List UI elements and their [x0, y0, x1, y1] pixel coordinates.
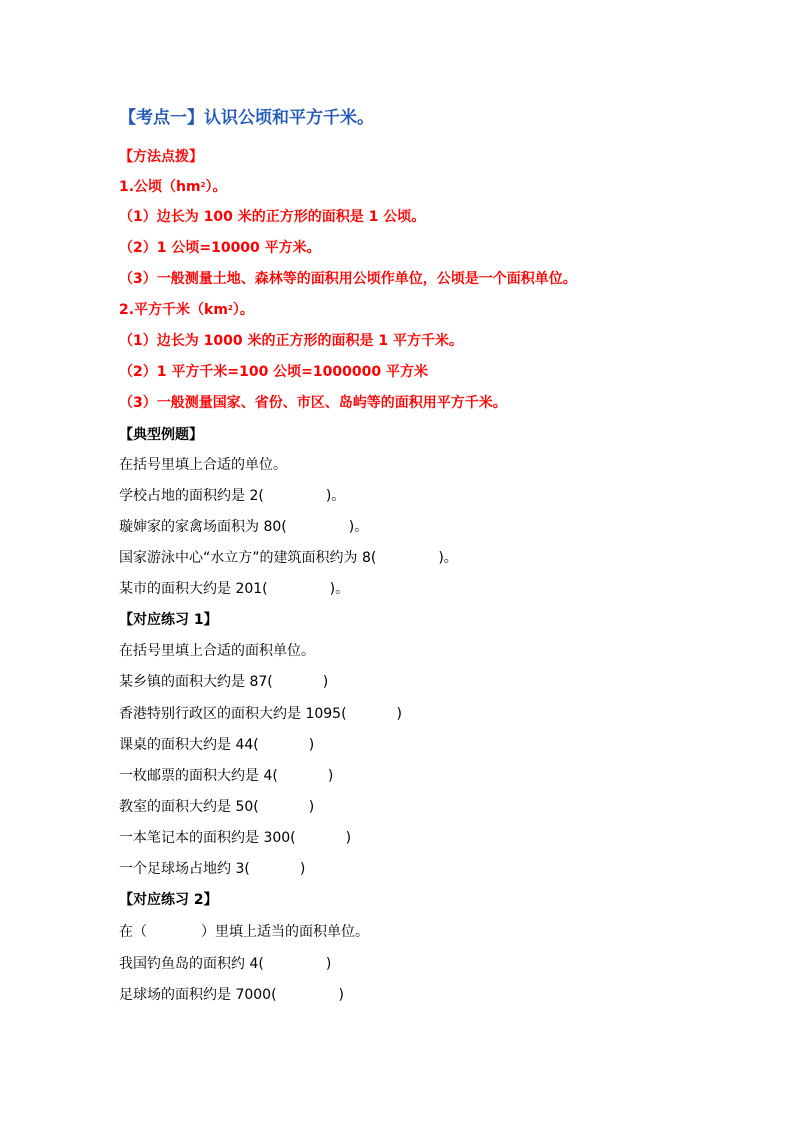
km2-point-2: （2）1 平方千米=100 公顷=1000000 平方米	[119, 364, 428, 380]
hectare-heading: 1.公顷$(hm^2)$。	[119, 179, 227, 195]
example-item-4: 某市的面积大约是 201( )。	[119, 581, 350, 597]
method-heading: 【方法点拨】	[119, 149, 203, 165]
practice1-item-4: 一枚邮票的面积大约是 4( )	[119, 768, 334, 784]
page-title: 【考点一】认识公顷和平方千米。	[119, 108, 374, 128]
hectare-point-3: （3）一般测量土地、森林等的面积用公顷作单位，公顷是一个面积单位。	[119, 271, 577, 287]
example-heading: 【典型例题】	[119, 427, 203, 443]
example-item-3: 国家游泳中心“水立方”的建筑面积约为 8( )。	[119, 550, 458, 566]
practice1-item-7: 一个足球场占地约 3( )	[119, 861, 306, 877]
practice1-item-3: 课桌的面积大约是 44( )	[119, 737, 315, 753]
practice2-item-2: 足球场的面积约是 7000( )	[119, 987, 345, 1003]
example-item-2: 璇婶家的家禽场面积为 80( )。	[119, 519, 369, 535]
hectare-point-2: （2）1 公顷=10000 平方米。	[119, 240, 321, 256]
practice1-heading: 【对应练习 1】	[119, 612, 218, 628]
practice1-instruction: 在括号里填上合适的面积单位。	[119, 643, 315, 659]
example-item-1: 学校占地的面积约是 2( )。	[119, 488, 346, 504]
hectare-point-1: （1）边长为 100 米的正方形的面积是 1 公顷。	[119, 209, 426, 225]
km2-heading: 2.平方千米$(km^2)$。	[119, 302, 254, 318]
practice1-item-6: 一本笔记本的面积约是 300( )	[119, 830, 352, 846]
practice1-item-5: 教室的面积大约是 50( )	[119, 799, 315, 815]
km2-point-3: （3）一般测量国家、省份、市区、岛屿等的面积用平方千米。	[119, 395, 507, 411]
km2-point-1: （1）边长为 1000 米的正方形的面积是 1 平方千米。	[119, 333, 463, 349]
example-instruction: 在括号里填上合适的单位。	[119, 457, 287, 473]
practice2-instruction: 在（ ）里填上适当的面积单位。	[119, 924, 369, 940]
practice2-item-1: 我国钓鱼岛的面积约 4( )	[119, 956, 332, 972]
practice1-item-2: 香港特别行政区的面积大约是 1095( )	[119, 706, 403, 722]
practice1-item-1: 某乡镇的面积大约是 87( )	[119, 674, 329, 690]
practice2-heading: 【对应练习 2】	[119, 892, 218, 908]
